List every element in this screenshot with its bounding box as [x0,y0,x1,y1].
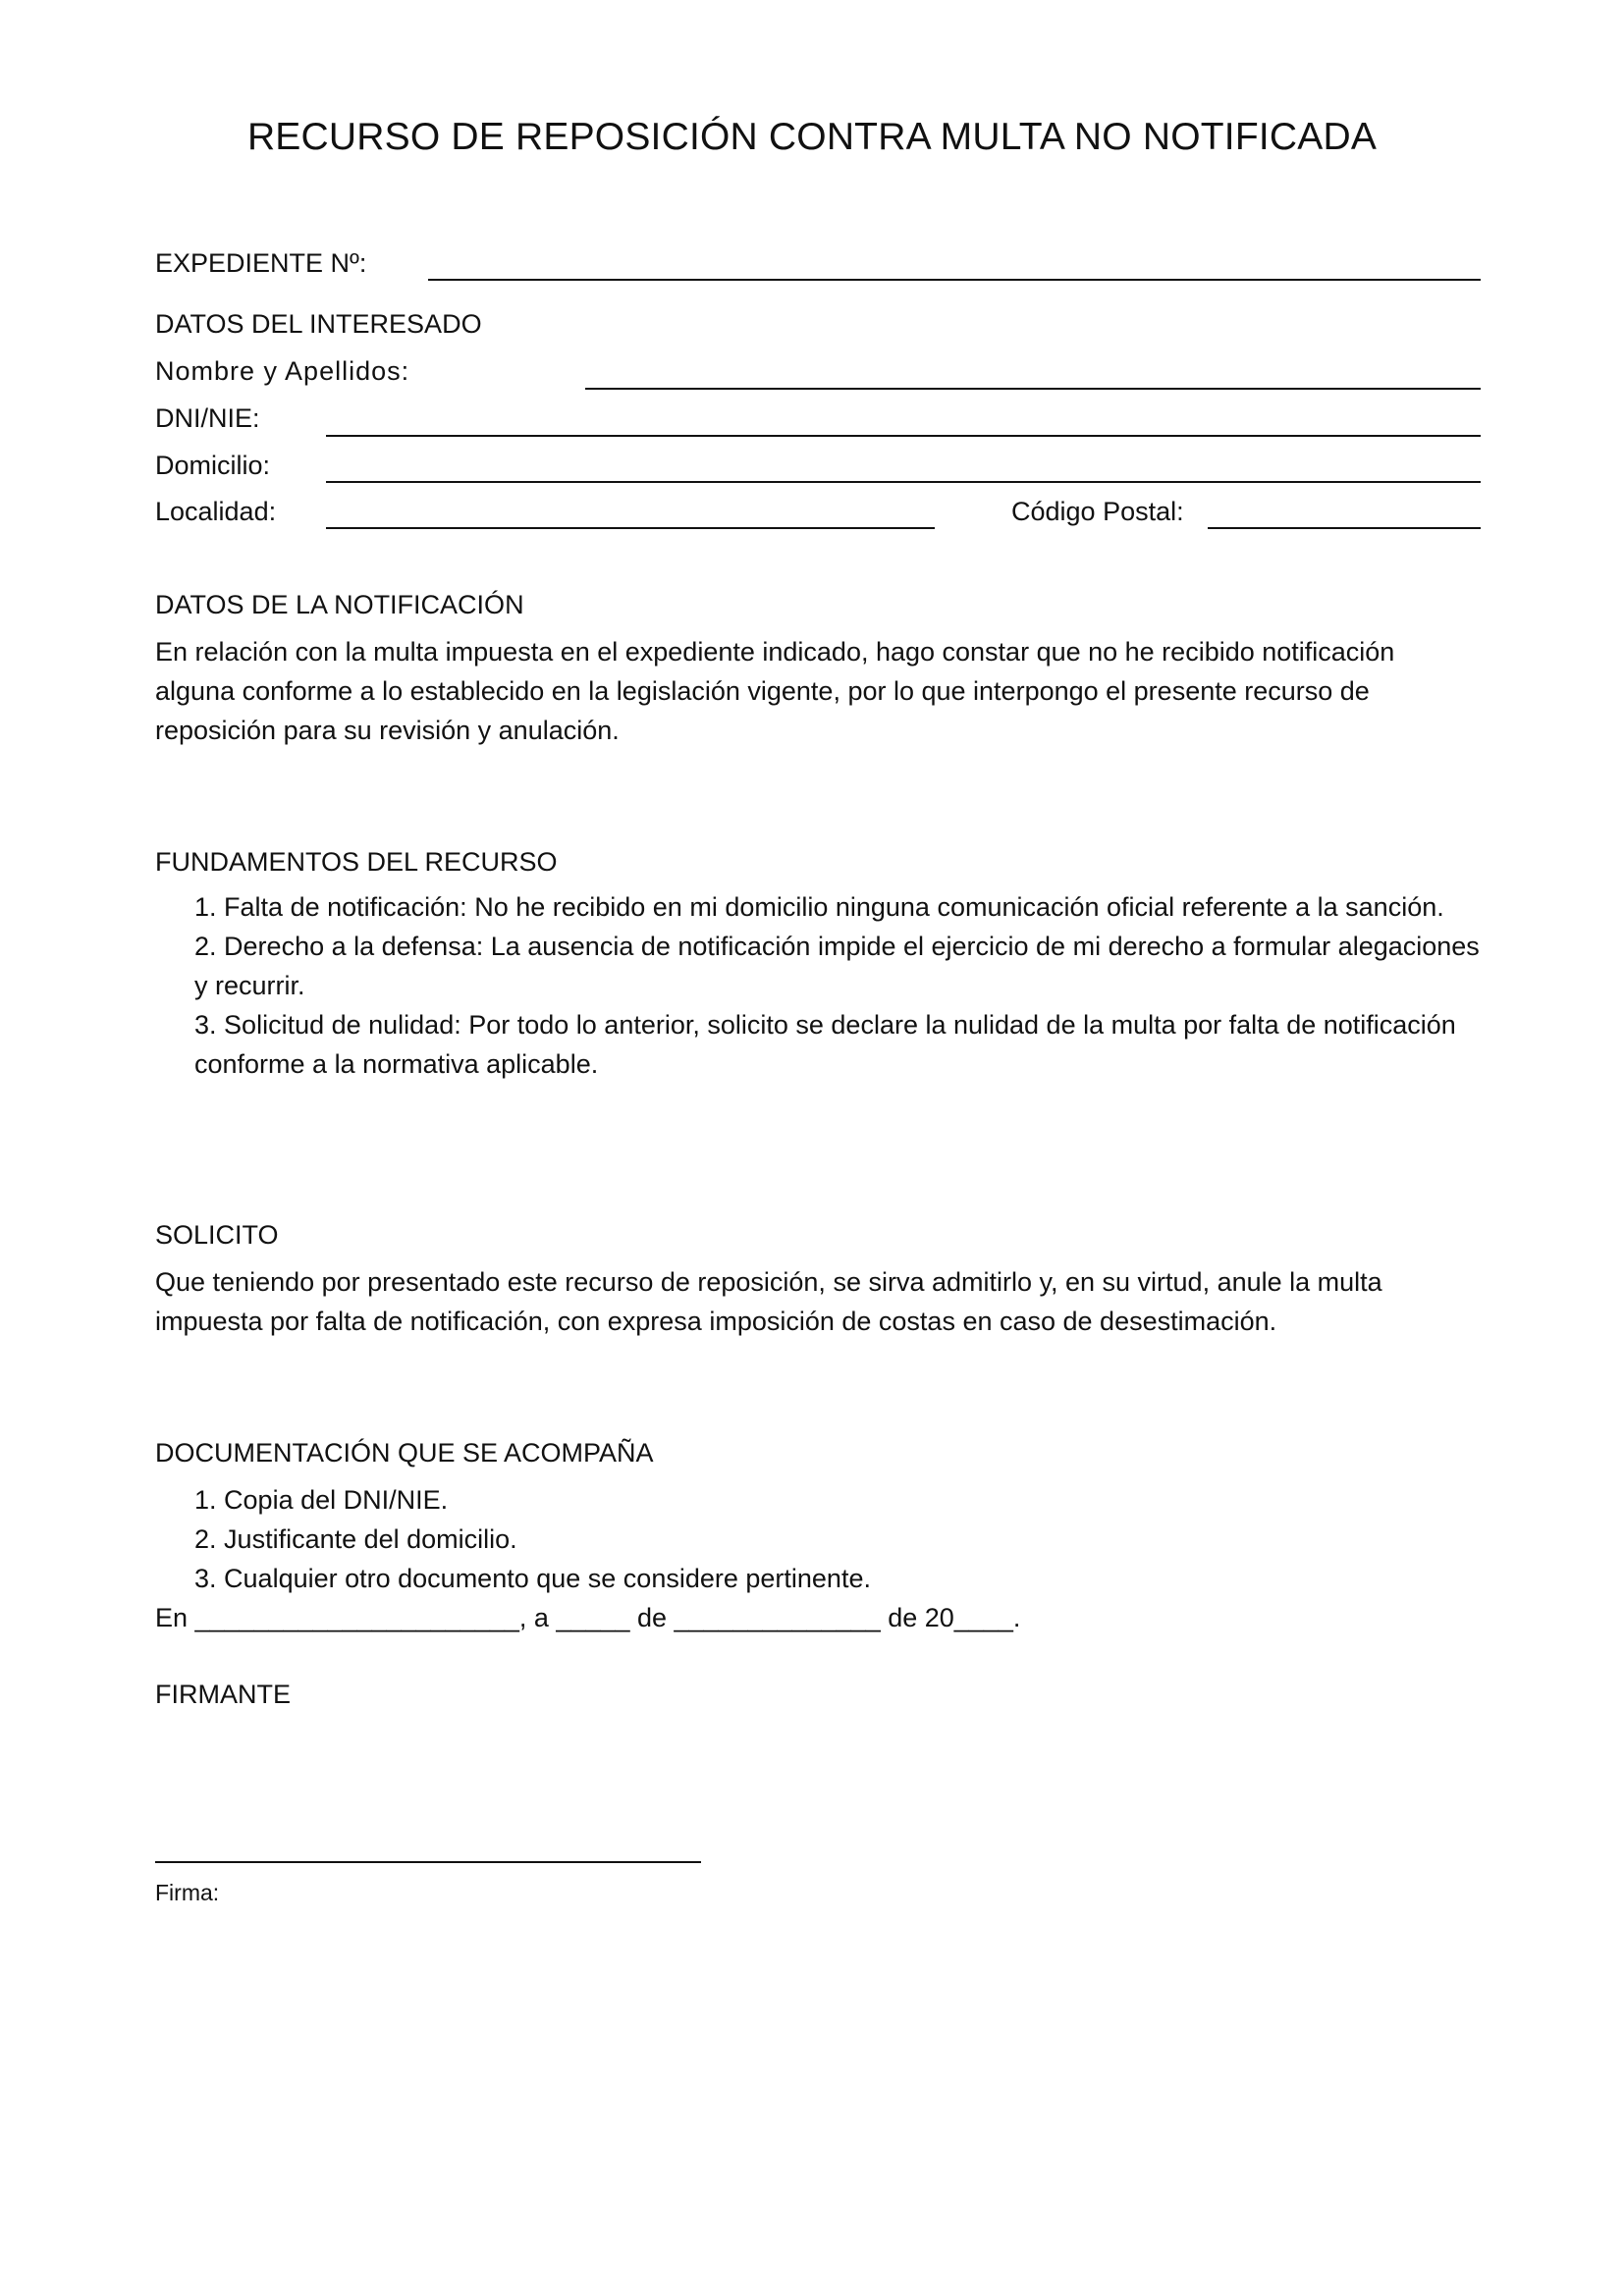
signature-line[interactable] [155,1861,701,1863]
codigo-postal-label: Código Postal: [1011,497,1184,526]
domicilio-label: Domicilio: [155,451,271,480]
interesado-heading: DATOS DEL INTERESADO [155,309,482,339]
list-item [194,1520,1481,1559]
list-number: 3. [194,1564,217,1593]
list-text: Cualquier otro documento que se considere pertinente. [224,1564,871,1593]
expediente-field[interactable] [428,279,1481,281]
documentacion-list [194,1480,1481,1598]
list-number: 1. [194,1485,217,1515]
fundamentos-heading: FUNDAMENTOS DEL RECURSO [155,847,558,877]
list-number: 3. [194,1010,217,1040]
expediente-label: EXPEDIENTE Nº: [155,248,367,278]
list-item [194,887,1481,927]
dni-field[interactable] [326,435,1481,437]
list-text: Derecho a la defensa: La ausencia de notificación impide el ejercicio de mi derecho a formular alegaciones y recurrir. [194,932,1480,1000]
solicito-text: Que teniendo por presentado este recurso de reposición, se sirva admitirlo y, en su virtud, anule la multa impuesta por falta de notificación, con expresa imposición de costas en caso de desestimación. [155,1267,1382,1336]
codigo-postal-field[interactable] [1208,527,1481,529]
dni-label: DNI/NIE: [155,403,260,433]
list-text: Falta de notificación: No he recibido en mi domicilio ninguna comunicación oficial referente a la sanción. [224,892,1444,922]
list-text: Solicitud de nulidad: Por todo lo anterior, solicito se declare la nulidad de la multa por falta de notificación conforme a la normativa aplicable. [194,1010,1456,1079]
localidad-label: Localidad: [155,497,277,526]
firmante-heading: FIRMANTE [155,1680,291,1709]
list-number: 2. [194,1524,217,1554]
list-text: Copia del DNI/NIE. [224,1485,449,1515]
fundamentos-list [194,887,1481,1084]
list-number: 2. [194,932,217,961]
list-number: 1. [194,892,217,922]
firma-label: Firma: [155,1880,220,1905]
documentacion-heading: DOCUMENTACIÓN QUE SE ACOMPAÑA [155,1438,654,1468]
list-item [194,1559,1481,1598]
list-text: Justificante del domicilio. [224,1524,517,1554]
list-item [194,1005,1481,1084]
list-item [194,1480,1481,1520]
localidad-field[interactable] [326,527,935,529]
lugar-fecha-line[interactable]: En ______________________, a _____ de ______________ de 20____. [155,1603,1021,1632]
list-item [194,927,1481,1005]
nombre-label: Nombre y Apellidos: [155,356,410,386]
domicilio-field[interactable] [326,481,1481,483]
notificacion-heading: DATOS DE LA NOTIFICACIÓN [155,590,524,619]
document-title: RECURSO DE REPOSICIÓN CONTRA MULTA NO NOTIFICADA [246,116,1378,158]
solicito-heading: SOLICITO [155,1220,279,1250]
nombre-field[interactable] [585,388,1481,390]
notificacion-text: En relación con la multa impuesta en el expediente indicado, hago constar que no he recibido notificación alguna conforme a lo establecido en la legislación vigente, por lo que interpongo el presente recurso de reposición para su revisión y anulación. [155,637,1395,745]
